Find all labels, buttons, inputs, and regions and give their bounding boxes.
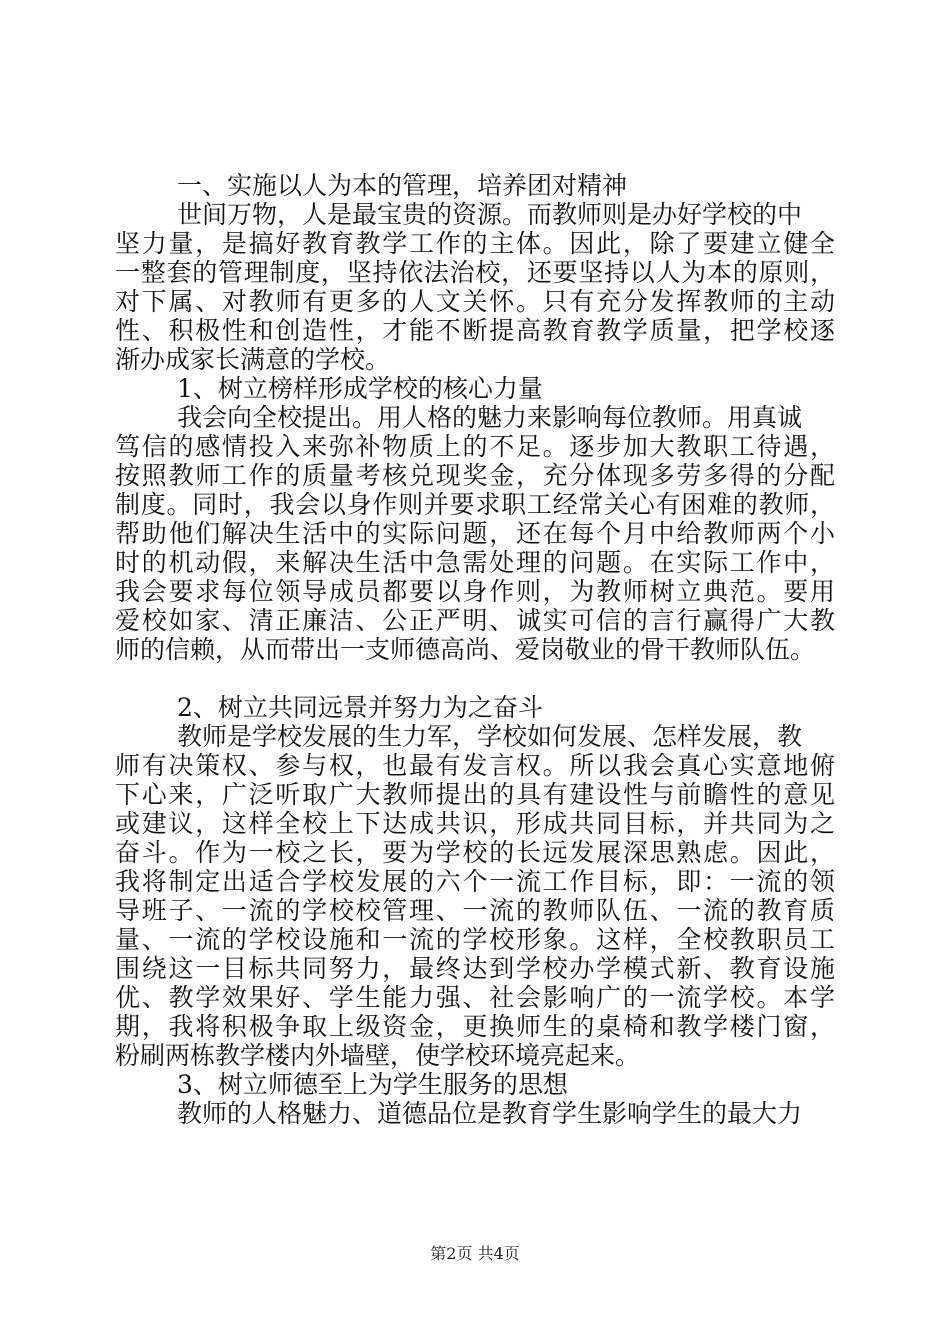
- paragraph-line: 我将制定出适合学校发展的六个一流工作目标，即：一流的领: [115, 867, 835, 896]
- paragraph-line: 制度。同时，我会以身作则并要求职工经常关心有困难的教师，: [115, 490, 835, 519]
- paragraph-line: 量、一流的学校设施和一流的学校形象。这样，全校教职员工: [115, 925, 835, 954]
- paragraph-line: 对下属、对教师有更多的人文关怀。只有充分发挥教师的主动: [115, 287, 835, 316]
- paragraph-line: 粉刷两栋教学楼内外墙壁，使学校环境亮起来。: [115, 1041, 641, 1070]
- paragraph-line: 优、教学效果好、学生能力强、社会影响广的一流学校。本学: [115, 983, 835, 1012]
- paragraph-line: 我会要求每位领导成员都要以身作则，为教师树立典范。要用: [115, 577, 835, 606]
- paragraph-line: 奋斗。作为一校之长，要为学校的长远发展深思熟虑。因此，: [115, 838, 835, 867]
- paragraph-line: 坚力量，是搞好教育教学工作的主体。因此，除了要建立健全: [115, 229, 835, 258]
- paragraph-line: 按照教师工作的质量考核兑现奖金，充分体现多劳多得的分配: [115, 461, 835, 490]
- paragraph-line: 师的信赖，从而带出一支师德高尚、爱岗敬业的骨干教师队伍。: [115, 635, 816, 664]
- paragraph-line: 导班子、一流的学校校管理、一流的教师队伍、一流的教育质: [115, 896, 835, 925]
- paragraph-line: 爱校如家、清正廉洁、公正严明、诚实可信的言行赢得广大教: [115, 606, 835, 635]
- paragraph-line: 教师是学校发展的生力军，学校如何发展、怎样发展，教: [177, 722, 803, 751]
- paragraph-line: 师有决策权、参与权，也最有发言权。所以我会真心实意地俯: [115, 751, 835, 780]
- paragraph-line: 世间万物，人是最宝贵的资源。而教师则是办好学校的中: [177, 200, 803, 229]
- paragraph-line: 渐办成家长满意的学校。: [115, 345, 391, 374]
- paragraph-line: 期，我将积极争取上级资金，更换师生的桌椅和教学楼门窗，: [115, 1012, 835, 1041]
- document-body: [115, 171, 835, 1128]
- section-heading: 2、树立共同远景并努力为之奋斗: [177, 693, 543, 722]
- paragraph-line: 一整套的管理制度，坚持依法治校，还要坚持以人为本的原则，: [115, 258, 835, 287]
- paragraph-line: 教师的人格魅力、道德品位是教育学生影响学生的最大力: [177, 1099, 803, 1128]
- paragraph-line: 围绕这一目标共同努力，最终达到学校办学模式新、教育设施: [115, 954, 835, 983]
- paragraph-line: 下心来，广泛听取广大教师提出的具有建设性与前瞻性的意见: [115, 780, 835, 809]
- paragraph-line: 或建议，这样全校上下达成共识，形成共同目标，并共同为之: [115, 809, 835, 838]
- section-heading: 1、树立榜样形成学校的核心力量: [177, 374, 543, 403]
- paragraph-line: 帮助他们解决生活中的实际问题，还在每个月中给教师两个小: [115, 519, 835, 548]
- paragraph-spacer: [115, 664, 835, 693]
- paragraph-line: 我会向全校提出。用人格的魅力来影响每位教师。用真诚: [177, 403, 803, 432]
- page-footer: 第2页 共4页: [430, 1244, 520, 1263]
- section-heading: 一、实施以人为本的管理，培养团对精神: [177, 171, 628, 200]
- paragraph-line: 性、积极性和创造性，才能不断提高教育教学质量，把学校逐: [115, 316, 835, 345]
- paragraph-line: 时的机动假，来解决生活中急需处理的问题。在实际工作中，: [115, 548, 835, 577]
- paragraph-line: 笃信的感情投入来弥补物质上的不足。逐步加大教职工待遇，: [115, 432, 835, 461]
- section-heading: 3、树立师德至上为学生服务的思想: [177, 1070, 568, 1099]
